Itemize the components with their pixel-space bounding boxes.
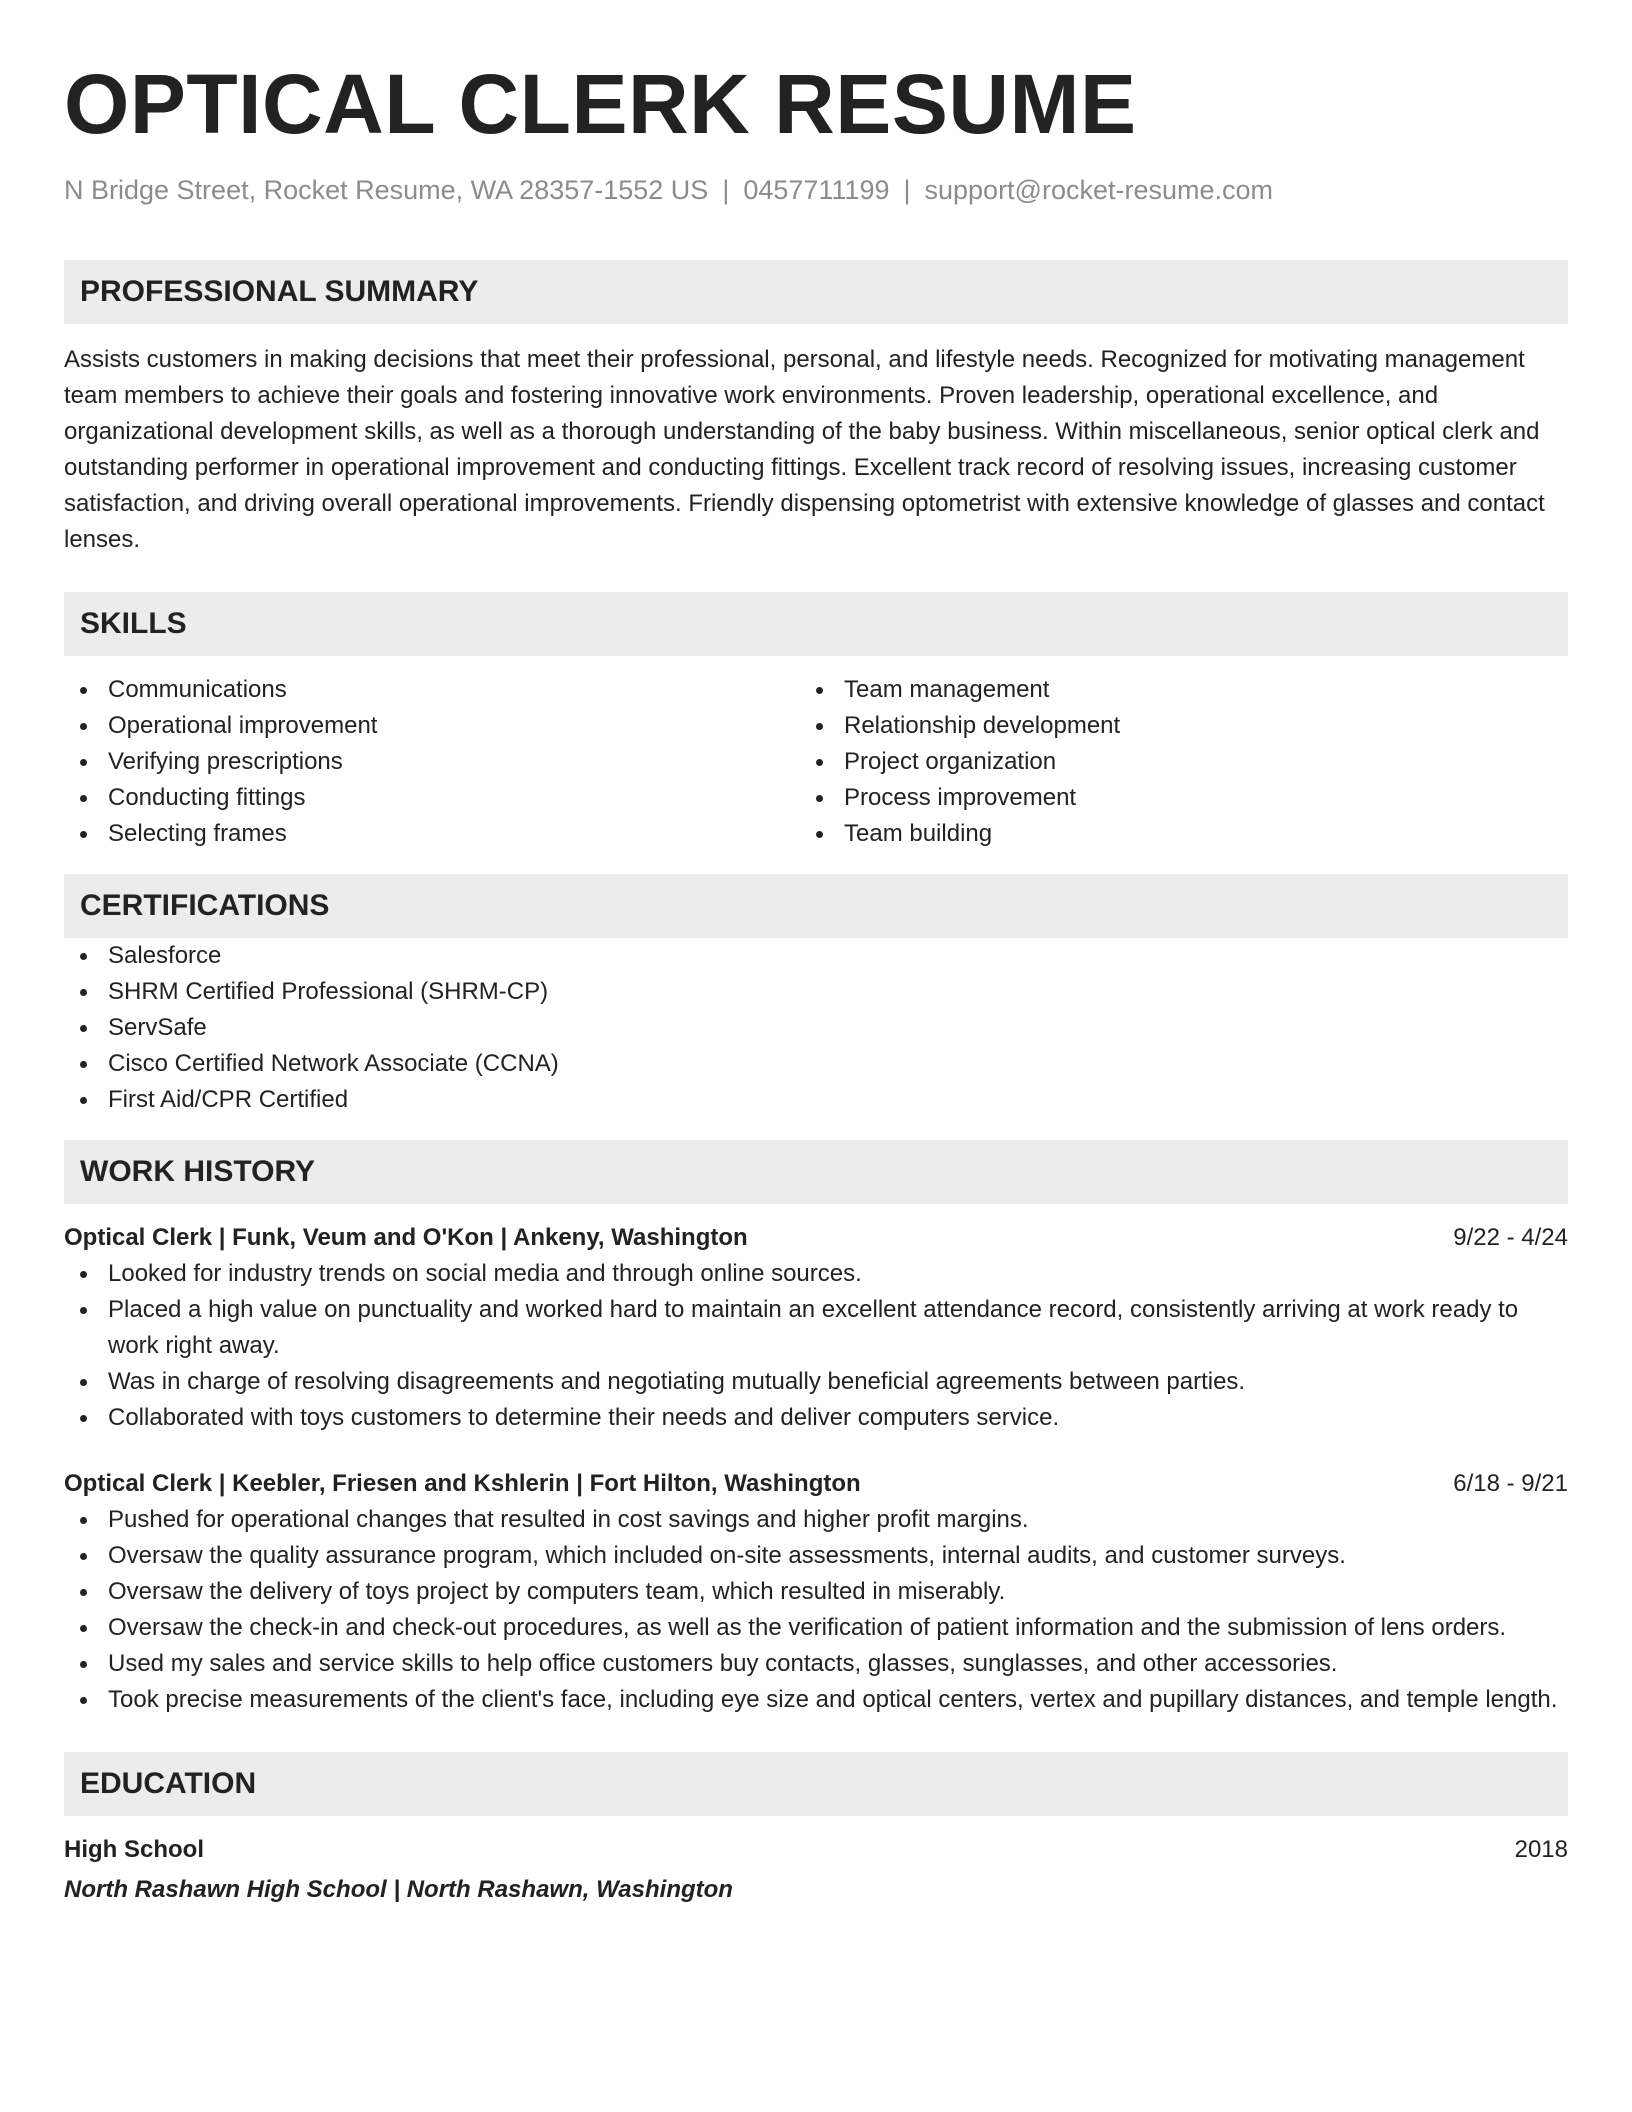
skills-column-right	[800, 672, 1536, 852]
certifications-list	[64, 938, 1568, 1118]
skill-item: Selecting frames	[64, 816, 800, 852]
job-duty: Oversaw the check-in and check-out procedures, as well as the verification of patient information and the submission of lens orders.	[64, 1610, 1568, 1646]
job-entry	[64, 1220, 1568, 1436]
certification-item: First Aid/CPR Certified	[64, 1082, 1568, 1118]
section-header-summary: PROFESSIONAL SUMMARY	[64, 260, 1568, 324]
education-header	[64, 1832, 1568, 1868]
job-dates: 6/18 - 9/21	[1453, 1470, 1568, 1497]
job-duties-list	[64, 1256, 1568, 1436]
section-header-education: EDUCATION	[64, 1752, 1568, 1816]
skill-item: Operational improvement	[64, 708, 800, 744]
skill-item: Relationship development	[800, 708, 1536, 744]
job-entry	[64, 1466, 1568, 1718]
job-duties-list	[64, 1502, 1568, 1718]
summary-text: Assists customers in making decisions that meet their professional, personal, and lifestyle needs. Recognized for motivating management team members to achieve their goals and fostering innovative work environments. Proven leadership, operational excellence, and organizational development skills, as well as a thorough understanding of the baby business. Within miscellaneous, senior optical clerk and outstanding performer in operational improvement and conducting fittings. Excellent track record of resolving issues, increasing customer satisfaction, and driving overall operational improvements. Friendly dispensing optometrist with extensive knowledge of glasses and contact lenses.	[64, 346, 1545, 553]
contact-line	[64, 172, 1568, 208]
education-school: North Rashawn High School | North Rashawn, Washington	[64, 1876, 733, 1903]
skill-item: Process improvement	[800, 780, 1536, 816]
contact-phone: 0457711199	[743, 175, 890, 205]
job-duty: Took precise measurements of the client's face, including eye size and optical centers, vertex and pupillary distances, and temple length.	[64, 1682, 1568, 1718]
resume-title: OPTICAL CLERK RESUME	[64, 57, 1137, 151]
job-title: Optical Clerk | Keebler, Friesen and Kshlerin | Fort Hilton, Washington	[64, 1470, 861, 1497]
contact-separator: |	[903, 175, 911, 205]
skill-item: Project organization	[800, 744, 1536, 780]
certification-item: ServSafe	[64, 1010, 1568, 1046]
section-header-certifications: CERTIFICATIONS	[64, 874, 1568, 938]
certification-item: Salesforce	[64, 938, 1568, 974]
job-duty: Pushed for operational changes that resulted in cost savings and higher profit margins.	[64, 1502, 1568, 1538]
skill-item: Communications	[64, 672, 800, 708]
section-header-skills: SKILLS	[64, 592, 1568, 656]
job-header	[64, 1466, 1568, 1502]
contact-separator: |	[722, 175, 730, 205]
job-duty: Was in charge of resolving disagreements and negotiating mutually beneficial agreements between parties.	[64, 1364, 1568, 1400]
section-header-work-history: WORK HISTORY	[64, 1140, 1568, 1204]
skills-column-left	[64, 672, 800, 852]
job-duty: Used my sales and service skills to help office customers buy contacts, glasses, sunglasses, and other accessories.	[64, 1646, 1568, 1682]
education-year: 2018	[1514, 1836, 1568, 1863]
skill-item: Team building	[800, 816, 1536, 852]
skills-list	[64, 672, 1568, 852]
skill-item: Conducting fittings	[64, 780, 800, 816]
skill-item: Verifying prescriptions	[64, 744, 800, 780]
skill-item: Team management	[800, 672, 1536, 708]
job-title: Optical Clerk | Funk, Veum and O'Kon | Ankeny, Washington	[64, 1224, 748, 1251]
job-duty: Oversaw the delivery of toys project by computers team, which resulted in miserably.	[64, 1574, 1568, 1610]
job-header	[64, 1220, 1568, 1256]
certification-item: SHRM Certified Professional (SHRM-CP)	[64, 974, 1568, 1010]
contact-email: support@rocket-resume.com	[924, 175, 1274, 205]
education-degree: High School	[64, 1836, 204, 1863]
contact-address: N Bridge Street, Rocket Resume, WA 28357-1552 US	[64, 175, 709, 205]
job-duty: Looked for industry trends on social media and through online sources.	[64, 1256, 1568, 1292]
job-duty: Oversaw the quality assurance program, which included on-site assessments, internal audits, and customer surveys.	[64, 1538, 1568, 1574]
job-dates: 9/22 - 4/24	[1453, 1224, 1568, 1251]
certification-item: Cisco Certified Network Associate (CCNA)	[64, 1046, 1568, 1082]
job-duty: Placed a high value on punctuality and worked hard to maintain an excellent attendance record, consistently arriving at work ready to work right away.	[64, 1292, 1568, 1364]
job-duty: Collaborated with toys customers to determine their needs and deliver computers service.	[64, 1400, 1568, 1436]
